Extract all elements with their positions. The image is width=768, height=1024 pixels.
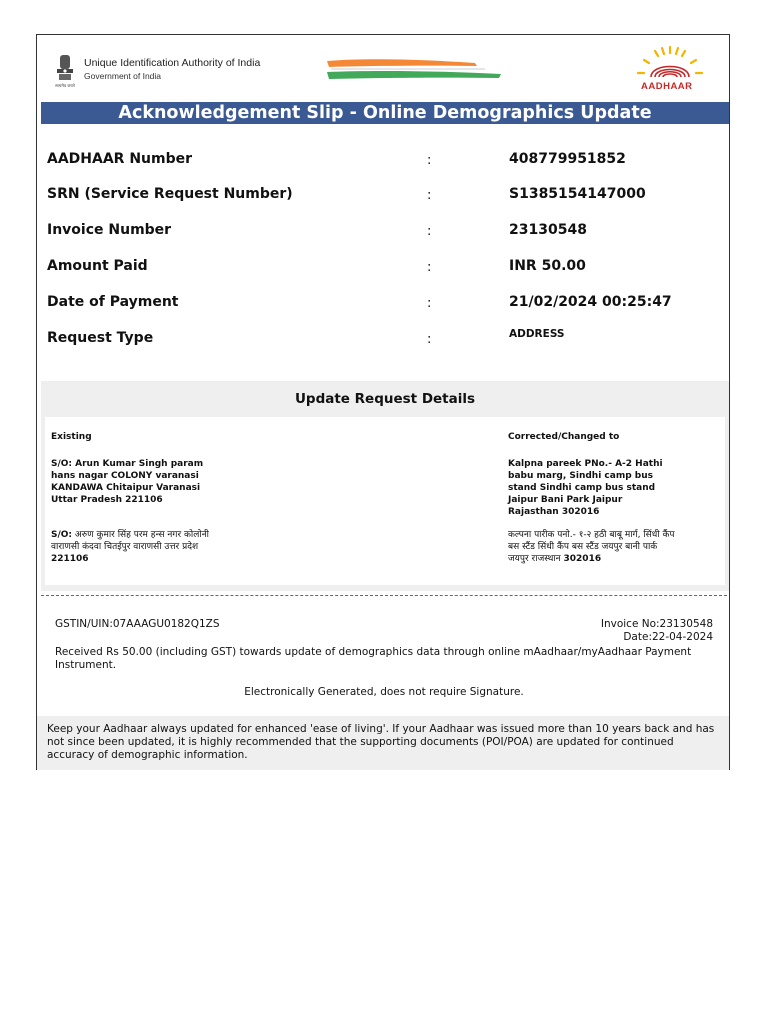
invoice-meta xyxy=(601,618,713,644)
detail-label: Amount Paid xyxy=(47,258,148,274)
detail-row-aadhaar xyxy=(47,151,727,171)
detail-row-date xyxy=(47,294,727,314)
slip-header xyxy=(37,35,729,123)
page-title: Acknowledgement Slip - Online Demographics Update xyxy=(41,102,729,124)
changed-heading: Corrected/Changed to xyxy=(508,432,620,442)
detail-row-invoice xyxy=(47,222,727,242)
detail-label: Request Type xyxy=(47,330,154,346)
detail-label: SRN (Service Request Number) xyxy=(47,186,293,202)
detail-row-amount xyxy=(47,258,727,278)
detail-colon: : xyxy=(427,260,432,275)
tricolour-brush-strokes xyxy=(325,57,505,83)
update-request-details xyxy=(41,381,729,591)
detail-colon: : xyxy=(427,332,432,347)
footer-note: Keep your Aadhaar always updated for enhanced 'ease of living'. If your Aadhaar was issued more than 10 years back and has not since been updated, it is highly recommended that the supporting documents (POI/POA) are updated for continued accuracy of demographic information. xyxy=(47,723,715,761)
org-subtitle: Government of India xyxy=(84,71,162,81)
invoice-number-value: 23130548 xyxy=(509,222,587,238)
invoice-no-text: Invoice No:23130548 xyxy=(600,618,713,630)
existing-address-english: S/O: Arun Kumar Singh param hans nagar COLONY varanasi KANDAWA Chitaipur Varanasi Uttar Pradesh 221106 xyxy=(51,459,204,505)
electronic-generation-note: Electronically Generated, does not require Signature. xyxy=(244,686,524,698)
detail-colon: : xyxy=(427,296,432,311)
dashed-divider xyxy=(41,595,727,596)
gstin-text: GSTIN/UIN:07AAAGU0182Q1ZS xyxy=(55,618,220,630)
national-emblem-icon xyxy=(53,53,77,89)
detail-row-request-type xyxy=(47,330,727,350)
changed-address-english: Kalpna pareek PNo.- A-2 Hathi babu marg, Sindhi camp bus stand Sindhi camp bus stand Jaipur Bani Park Jaipur Rajasthan 302016 xyxy=(508,459,663,517)
existing-heading: Existing xyxy=(51,432,92,442)
invoice-date-text: Date:22-04-2024 xyxy=(623,631,713,643)
changed-hindi-pin: 302016 xyxy=(563,554,602,564)
detail-label: Invoice Number xyxy=(47,222,172,238)
srn-value: S1385154147000 xyxy=(509,186,646,202)
request-type-value: ADDRESS xyxy=(509,328,565,340)
detail-label: AADHAAR Number xyxy=(47,151,193,167)
payment-date-value: 21/02/2024 00:25:47 xyxy=(509,294,672,310)
footer-note-box xyxy=(37,716,729,770)
address-comparison xyxy=(45,417,725,585)
acknowledgement-slip xyxy=(36,34,730,770)
existing-hindi-text: अरुण कुमार सिंह परम हन्स नगर कोलोनी वाराणसी कंदवा चितईपुर वाराणसी उत्तर प्रदेश xyxy=(51,530,210,552)
section-title: Update Request Details xyxy=(294,391,476,407)
aadhaar-logo-text: AADHAAR xyxy=(641,81,693,92)
detail-label: Date of Payment xyxy=(47,294,179,310)
existing-hindi-prefix: S/O: xyxy=(51,530,73,540)
existing-address-hindi xyxy=(51,529,221,565)
detail-colon: : xyxy=(427,153,432,168)
amount-paid-value: INR 50.00 xyxy=(509,258,586,274)
changed-address-hindi xyxy=(508,529,678,565)
detail-row-srn xyxy=(47,186,727,206)
existing-hindi-pin: 221106 xyxy=(51,554,89,564)
changed-hindi-text: कल्पना पारीक पनो.- १-२ हठी बाबू मार्ग, सिंधी कैंप बस स्टैंड सिंधी कैंप बस स्टैंड जयपुर बानी पार्क जयपुर राजस्थान xyxy=(508,530,675,564)
detail-colon: : xyxy=(427,224,432,239)
org-name: Unique Identification Authority of India xyxy=(84,57,261,69)
aadhaar-number-value: 408779951852 xyxy=(509,151,626,167)
detail-colon: : xyxy=(427,188,432,203)
payment-received-text: Received Rs 50.00 (including GST) towards update of demographics data through online mAadhaar/myAadhaar Payment Instrument. xyxy=(55,646,692,671)
svg-text:सत्यमेव जयते: सत्यमेव जयते xyxy=(55,83,75,88)
